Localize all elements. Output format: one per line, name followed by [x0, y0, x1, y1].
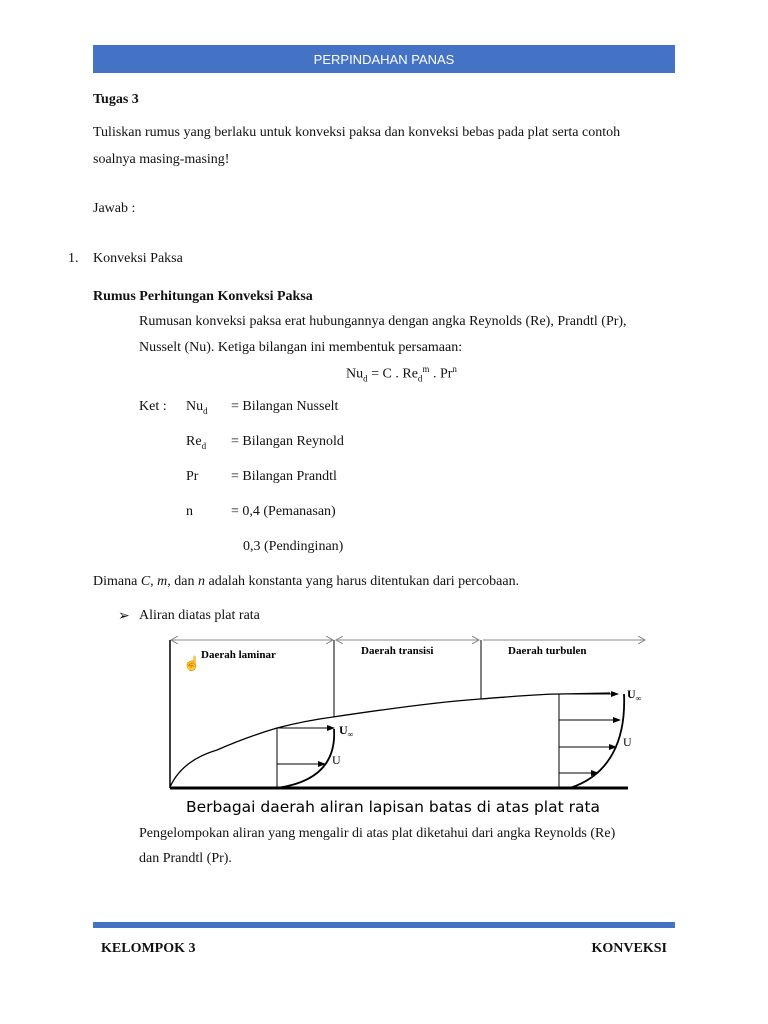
formula: $Nu_d = C$ . $Re_d^m$ . Pr$^n$: [346, 364, 457, 384]
ket-desc: = Bilangan Reynold: [231, 434, 344, 449]
dimana-text: Dimana C, m, dan n adalah konstanta yang harus ditentukan dari percobaan.: [93, 574, 520, 589]
label-u: U: [623, 735, 632, 749]
ket-desc: = Bilangan Nusselt: [231, 399, 339, 414]
label-u-inf: $U_\infty$: [339, 723, 354, 739]
question-line1: Tuliskan rumus yang berlaku untuk konveksi paksa dan konveksi bebas pada plat serta contoh: [93, 125, 621, 140]
ket-sym: Pr: [186, 469, 199, 484]
ket-sym: $Re_d$: [186, 434, 207, 451]
bullet-arrow-icon: ➢: [118, 609, 130, 624]
para-line1: Rumusan konveksi paksa erat hubungannya dengan angka Reynolds (Re), Prandtl (Pr),: [139, 314, 627, 329]
section-title: Konveksi Paksa: [93, 251, 183, 266]
label-laminar: Daerah laminar: [201, 649, 276, 661]
ket-desc: = 0,4 (Pemanasan): [231, 504, 336, 519]
header-title: PERPINDAHAN PANAS: [313, 51, 455, 67]
section-subtitle: Rumus Perhitungan Konveksi Paksa: [93, 289, 313, 304]
after-line2: dan Prandtl (Pr).: [139, 851, 232, 866]
section-number: 1.: [68, 251, 79, 266]
laminar-profile: [277, 728, 334, 788]
hand-icon: ☝: [183, 657, 201, 672]
ket-label: Ket :: [139, 399, 167, 414]
ket-sym: n: [186, 504, 193, 519]
footer-right: KONVEKSI: [591, 941, 667, 956]
boundary-layer-curve: [170, 693, 610, 787]
bullet-text: Aliran diatas plat rata: [139, 608, 260, 623]
label-transisi: Daerah transisi: [361, 645, 434, 657]
label-u: U: [332, 753, 341, 767]
question-line2: soalnya masing-masing!: [93, 152, 230, 167]
ket-sym: $Nu_d$: [186, 399, 208, 416]
task-title: Tugas 3: [93, 92, 139, 107]
footer-bar: [93, 922, 675, 928]
figure-caption: Berbagai daerah aliran lapisan batas di atas plat rata: [185, 798, 601, 816]
footer-left: KELOMPOK 3: [101, 941, 196, 956]
answer-label: Jawab :: [93, 201, 136, 216]
turbulent-profile: [559, 694, 624, 788]
label-turbulen: Daerah turbulen: [508, 645, 587, 657]
label-u-inf: $U_\infty$: [627, 687, 642, 703]
para-line2: Nusselt (Nu). Ketiga bilangan ini membentuk persamaan:: [139, 340, 463, 355]
ket-desc: = Bilangan Prandtl: [231, 469, 337, 484]
ket-extra: 0,3 (Pendinginan): [243, 539, 344, 554]
after-line1: Pengelompokan aliran yang mengalir di atas plat diketahui dari angka Reynolds (Re): [139, 826, 616, 841]
